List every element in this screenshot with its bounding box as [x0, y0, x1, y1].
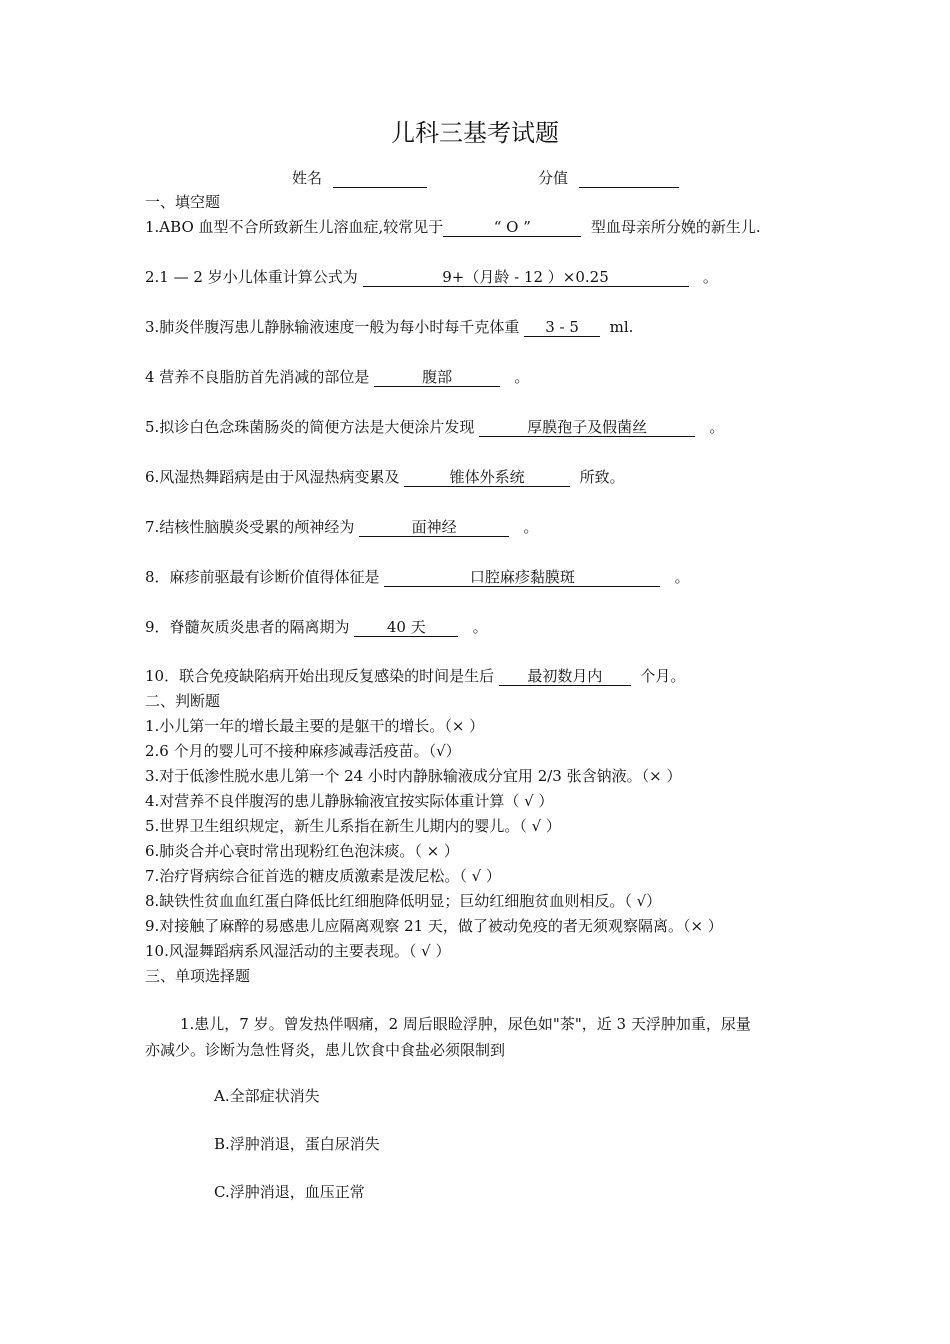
- choice-option-b[interactable]: B.浮肿消退，蛋白尿消失: [214, 1135, 380, 1153]
- section-judge-heading: 二、判断题: [145, 692, 221, 710]
- score-label: 分值: [538, 169, 569, 187]
- score-field: [538, 168, 679, 188]
- judge-item: 9.对接触了麻醉的易感患儿应隔离观察 21 天，做了被动免疫的者无须观察隔离。（× ）: [145, 917, 723, 935]
- fill-item: [145, 567, 690, 587]
- fill-suffix: ml.: [609, 318, 634, 336]
- fill-prompt: 8．麻疹前驱最有诊断价值得体征是: [145, 568, 380, 586]
- fill-answer[interactable]: 口腔麻疹黏膜斑: [384, 568, 660, 587]
- fill-suffix: 个月。: [640, 667, 686, 685]
- judge-item: 6.肺炎合并心衰时常出现粉红色泡沫痰。（ × ）: [145, 842, 459, 860]
- choice-question-cont: 亦减少。诊断为急性肾炎，患儿饮食中食盐必须限制到: [145, 1041, 506, 1059]
- section-fill-heading: 一、填空题: [145, 193, 221, 211]
- fill-item: [145, 517, 538, 537]
- fill-item: [145, 267, 718, 287]
- judge-item: 1.小儿第一年的增长最主要的是躯干的增长。（× ）: [145, 717, 485, 735]
- fill-answer[interactable]: 腹部: [374, 368, 500, 387]
- choice-option-c[interactable]: C.浮肿消退，血压正常: [214, 1183, 365, 1201]
- fill-suffix: 。: [514, 368, 530, 386]
- judge-item: 8.缺铁性贫血血红蛋白降低比红细胞降低明显；巨幼红细胞贫血则相反。（ √）: [145, 892, 662, 910]
- fill-item: [145, 217, 761, 237]
- fill-answer[interactable]: 40 天: [354, 618, 458, 637]
- fill-suffix: 。: [702, 268, 718, 286]
- fill-suffix: 。: [472, 618, 488, 636]
- name-label: 姓名: [292, 169, 323, 187]
- fill-answer[interactable]: 厚膜孢子及假菌丝: [479, 418, 695, 437]
- name-field: [292, 168, 427, 188]
- fill-suffix: 。: [523, 518, 539, 536]
- choice-option-a[interactable]: A.全部症状消失: [214, 1087, 320, 1105]
- fill-answer[interactable]: 面神经: [359, 518, 509, 537]
- fill-item: [145, 467, 625, 487]
- judge-item: 7.治疗肾病综合征首选的糖皮质激素是泼尼松。（ √ ）: [145, 867, 501, 885]
- fill-answer[interactable]: “ O ”: [443, 218, 581, 237]
- score-blank[interactable]: [579, 169, 679, 188]
- fill-suffix: 。: [709, 418, 725, 436]
- fill-prompt: 10．联合免疫缺陷病开始出现反复感染的时间是生后: [145, 667, 495, 685]
- fill-prompt: 2.1 — 2 岁小儿体重计算公式为: [145, 268, 358, 286]
- fill-item: [145, 417, 724, 437]
- section-choice-heading: 三、单项选择题: [145, 967, 251, 985]
- choice-question: 1.患儿，7 岁。曾发热伴咽痛，2 周后眼睑浮肿，尿色如"茶"，近 3 天浮肿加重，尿量: [180, 1015, 751, 1033]
- fill-prompt: 4 营养不良脂肪首先消减的部位是: [145, 368, 370, 386]
- fill-answer[interactable]: 3 - 5: [524, 318, 600, 337]
- name-blank[interactable]: [333, 169, 427, 188]
- judge-item: 3.对于低渗性脱水患儿第一个 24 小时内静脉输液成分宜用 2/3 张含钠液。（× ）: [145, 767, 682, 785]
- fill-item: [145, 317, 633, 337]
- fill-prompt: 5.拟诊白色念珠菌肠炎的简便方法是大便涂片发现: [145, 418, 475, 436]
- judge-item: 2.6 个月的婴儿可不接种麻疹减毒活疫苗。（√）: [145, 742, 461, 760]
- fill-prompt: 7.结核性脑膜炎受累的颅神经为: [145, 518, 355, 536]
- fill-prompt: 9．脊髓灰质炎患者的隔离期为: [145, 618, 350, 636]
- judge-item: 10.风湿舞蹈病系风湿活动的主要表现。（ √ ）: [145, 942, 451, 960]
- judge-item: 5.世界卫生组织规定，新生儿系指在新生儿期内的婴儿。（ √ ）: [145, 817, 561, 835]
- fill-answer[interactable]: 9+（月龄 - 12 ）×0.25: [363, 268, 689, 287]
- fill-prompt: 3.肺炎伴腹泻患儿静脉输液速度一般为每小时每千克体重: [145, 318, 520, 336]
- judge-item: 4.对营养不良伴腹泻的患儿静脉输液宜按实际体重计算（ √ ）: [145, 792, 554, 810]
- fill-suffix: 所致。: [579, 468, 625, 486]
- fill-answer[interactable]: 锥体外系统: [404, 468, 570, 487]
- fill-answer[interactable]: 最初数月内: [499, 667, 631, 686]
- fill-item: [145, 617, 488, 637]
- fill-suffix: 型血母亲所分娩的新生儿.: [590, 218, 761, 236]
- fill-item: [145, 666, 685, 686]
- fill-item: [145, 367, 529, 387]
- page-title: 儿科三基考试题: [391, 119, 559, 147]
- fill-prompt: 6.风湿热舞蹈病是由于风湿热病变累及: [145, 468, 400, 486]
- fill-prompt: 1.ABO 血型不合所致新生儿溶血症,较常见于: [145, 218, 444, 236]
- fill-suffix: 。: [674, 568, 690, 586]
